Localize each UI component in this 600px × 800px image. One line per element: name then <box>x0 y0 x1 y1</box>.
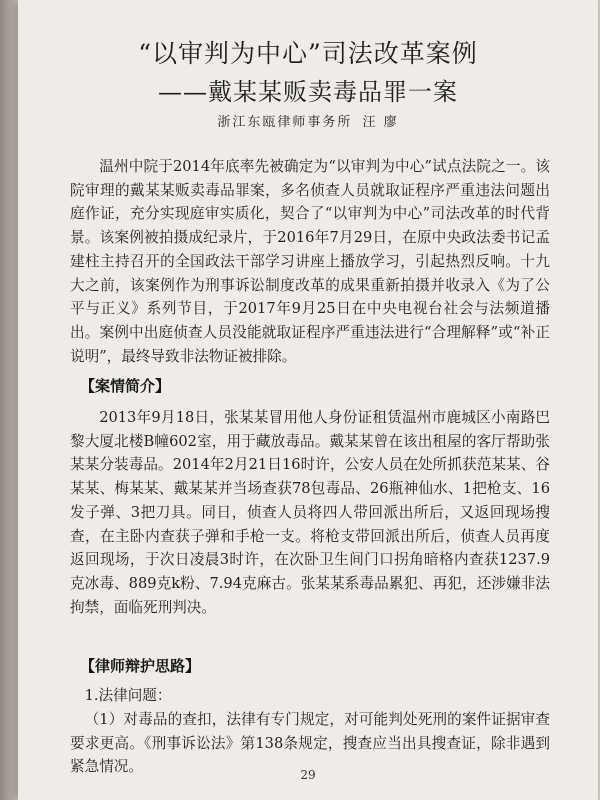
book-gutter-shadow <box>0 0 18 800</box>
intro-paragraph: 温州中院于2014年底率先被确定为“以审判为中心”试点法院之一。该院审理的戴某某贩卖毒品罪案，多名侦查人员就取证程序严重违法问题出庭作证，充分实现庭审实质化，契合了“以审判为中心”司法改革的时代背景。该案例被拍摄成纪录片，于2016年7月29日，在原中央政法委书记孟建柱主持召开的全国政法干部学习讲座上播放学习，引起热烈反响。十九大之前，该案例作为刑事诉讼制度改革的成果重新拍摄并收录入《为了公平与正义》系列节目，于2017年9月25日在中央电视台社会与法频道播出。案例中出庭侦查人员没能就取证程序严重违法进行“合理解释”或“补正说明”，最终导致非法物证被排除。 <box>70 158 550 365</box>
page-title: “以审判为中心”司法改革案例 <box>138 39 478 68</box>
author-firm: 浙江东瓯律师事务所 <box>217 115 353 130</box>
page-subtitle: ——戴某某贩卖毒品罪一案 <box>158 78 458 106</box>
case-summary-paragraph: 2013年9月18日，张某某冒用他人身份证租赁温州市鹿城区小南路巴黎大厦北楼B幢602室，用于藏放毒品。戴某某曾在该出租屋的客厅帮助张某某分装毒品。2014年2月21日16时许，公安人员在处所抓获范某某、谷某某、梅某某、戴某某并当场查获78包毒品、26瓶神仙水、1把枪支、16发子弹、3把刀具。同日，侦查人员将四人带回派出所后，又返回现场搜查，在主卧内查获子弹和手枪一支。将枪支带回派出所后，侦查人员再度返回现场，于次日凌晨3时许，在次卧卫生间门口拐角暗格内查获1237.9克冰毒、889克k粉、7.94克麻古。张某某系毒品累犯、再犯，还涉嫌非法拘禁，面临死刑判决。 <box>70 409 550 616</box>
author-name: 汪 廖 <box>362 115 399 130</box>
defense-heading: 【律师辩护思路】 <box>80 657 201 675</box>
page-number: 29 <box>300 768 316 782</box>
case-summary-heading: 【案情简介】 <box>80 377 171 395</box>
document-page <box>18 0 598 800</box>
author-line <box>18 111 598 130</box>
defense-item-legal-issues: 1.法律问题： <box>84 687 172 704</box>
defense-item-text: （1）对毒品的查扣，法律有专门规定，对可能判处死刑的案件证据审查要求更高。《刑事诉讼法》第138条规定，搜查应当出具搜查证，除非遇到紧急情况。 <box>70 711 550 776</box>
